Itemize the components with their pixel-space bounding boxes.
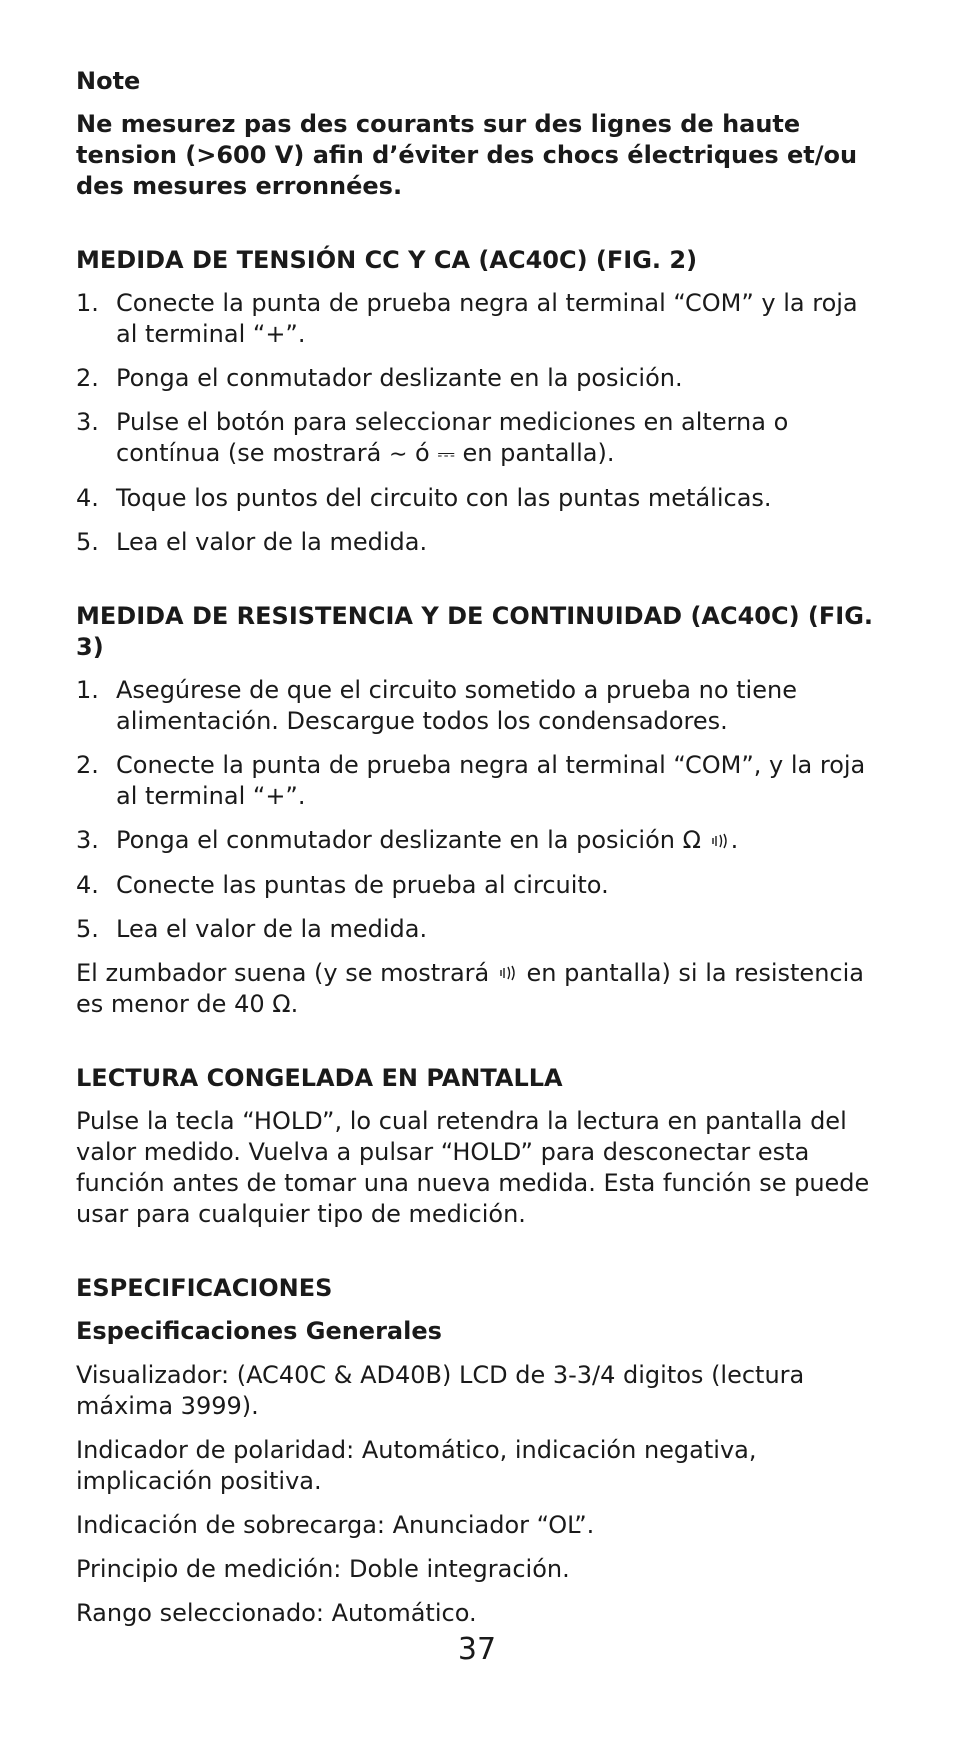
step-number: 1. (76, 289, 99, 317)
resistance-steps (76, 675, 886, 945)
list-item (76, 870, 886, 901)
list-item (76, 750, 886, 812)
step-text: Ponga el conmutador deslizante en la posición. (116, 364, 683, 392)
step-number: 2. (76, 364, 99, 392)
dc-symbol-icon: ⎓ (437, 442, 455, 467)
step-number: 2. (76, 751, 99, 779)
spacer (76, 571, 886, 601)
resistance-heading: MEDIDA DE RESISTENCIA Y DE CONTINUIDAD (AC40C) (FIG. 3) (76, 602, 874, 661)
continuity-beep-icon (711, 826, 731, 857)
voltage-steps (76, 288, 886, 558)
step-number: 5. (76, 528, 99, 556)
step-text: Lea el valor de la medida. (116, 528, 428, 556)
note-text: Ne mesurez pas des courants sur des lignes de haute tension (>600 V) afin d’éviter des chocs électriques et/ou des mesures erronnées. (76, 110, 858, 200)
step-number: 4. (76, 484, 99, 512)
step-text: ó (407, 439, 438, 467)
step-text: Toque los puntos del circuito con las puntas metálicas. (116, 484, 772, 512)
list-item (76, 914, 886, 945)
hold-heading: LECTURA CONGELADA EN PANTALLA (76, 1064, 563, 1092)
ac-symbol-icon: ∼ (388, 442, 408, 467)
step-text: Ponga el conmutador deslizante en la posición (116, 826, 683, 854)
buzzer-text: El zumbador suena (y se mostrará (76, 958, 497, 987)
spec-item: Rango seleccionado: Automático. (76, 1599, 477, 1627)
hold-paragraph: Pulse la tecla “HOLD”, lo cual retendra la lectura en pantalla del valor medido. Vuelva a pulsar “HOLD” para desconectar esta función antes de tomar una nueva medida. Esta función se puede usar para cualquier tipo de medición. (76, 1107, 870, 1228)
step-number: 3. (76, 408, 99, 436)
specs-subheading: Especificaciones Generales (76, 1317, 442, 1345)
step-text: en pantalla). (454, 439, 615, 467)
step-number: 5. (76, 914, 99, 943)
step-text: Pulse el botón para seleccionar mediciones en alterna o contínua (se mostrará (116, 408, 789, 467)
list-item (76, 363, 886, 394)
spec-item: Visualizador: (AC40C & AD40B) LCD de 3-3/4 digitos (lectura máxima 3999). (76, 1361, 805, 1420)
step-text: Conecte la punta de prueba negra al terminal “COM”, y la roja al terminal “+”. (116, 751, 866, 810)
step-text: . (730, 826, 739, 854)
step-number: 1. (76, 676, 99, 704)
voltage-heading: MEDIDA DE TENSIÓN CC Y CA (AC40C) (FIG. 2) (76, 246, 698, 274)
page-number: 37 (457, 1632, 497, 1667)
spec-item: Principio de medición: Doble integración. (76, 1555, 570, 1583)
step-text: Conecte las puntas de prueba al circuito. (116, 870, 609, 899)
step-text: Conecte la punta de prueba negra al terminal “COM” y la roja al terminal “+”. (116, 289, 858, 348)
page-content (76, 66, 886, 1642)
step-number: 4. (76, 870, 99, 899)
spec-item: Indicador de polaridad: Automático, indicación negativa, implicación positiva. (76, 1436, 757, 1495)
buzzer-text: en pantalla) si la resistencia es menor de 40 Ω. (76, 958, 864, 1018)
spacer (76, 1033, 886, 1063)
step-text: Asegúrese de que el circuito sometido a prueba no tiene alimentación. Descargue todos los condensadores. (116, 676, 797, 735)
step-text: Lea el valor de la medida. (116, 914, 428, 943)
specs-heading: ESPECIFICACIONES (76, 1274, 333, 1302)
step-number: 3. (76, 826, 99, 854)
list-item (76, 675, 886, 737)
list-item (76, 527, 886, 558)
note-title: Note (76, 67, 141, 95)
buzzer-paragraph (76, 958, 886, 1021)
list-item (76, 825, 886, 857)
spec-item: Indicación de sobrecarga: Anunciador “OL”. (76, 1511, 595, 1539)
continuity-beep-icon (499, 958, 519, 989)
spacer (76, 1243, 886, 1273)
list-item (76, 483, 886, 514)
list-item (76, 407, 886, 470)
omega-symbol: Ω (682, 826, 701, 854)
list-item (76, 288, 886, 350)
